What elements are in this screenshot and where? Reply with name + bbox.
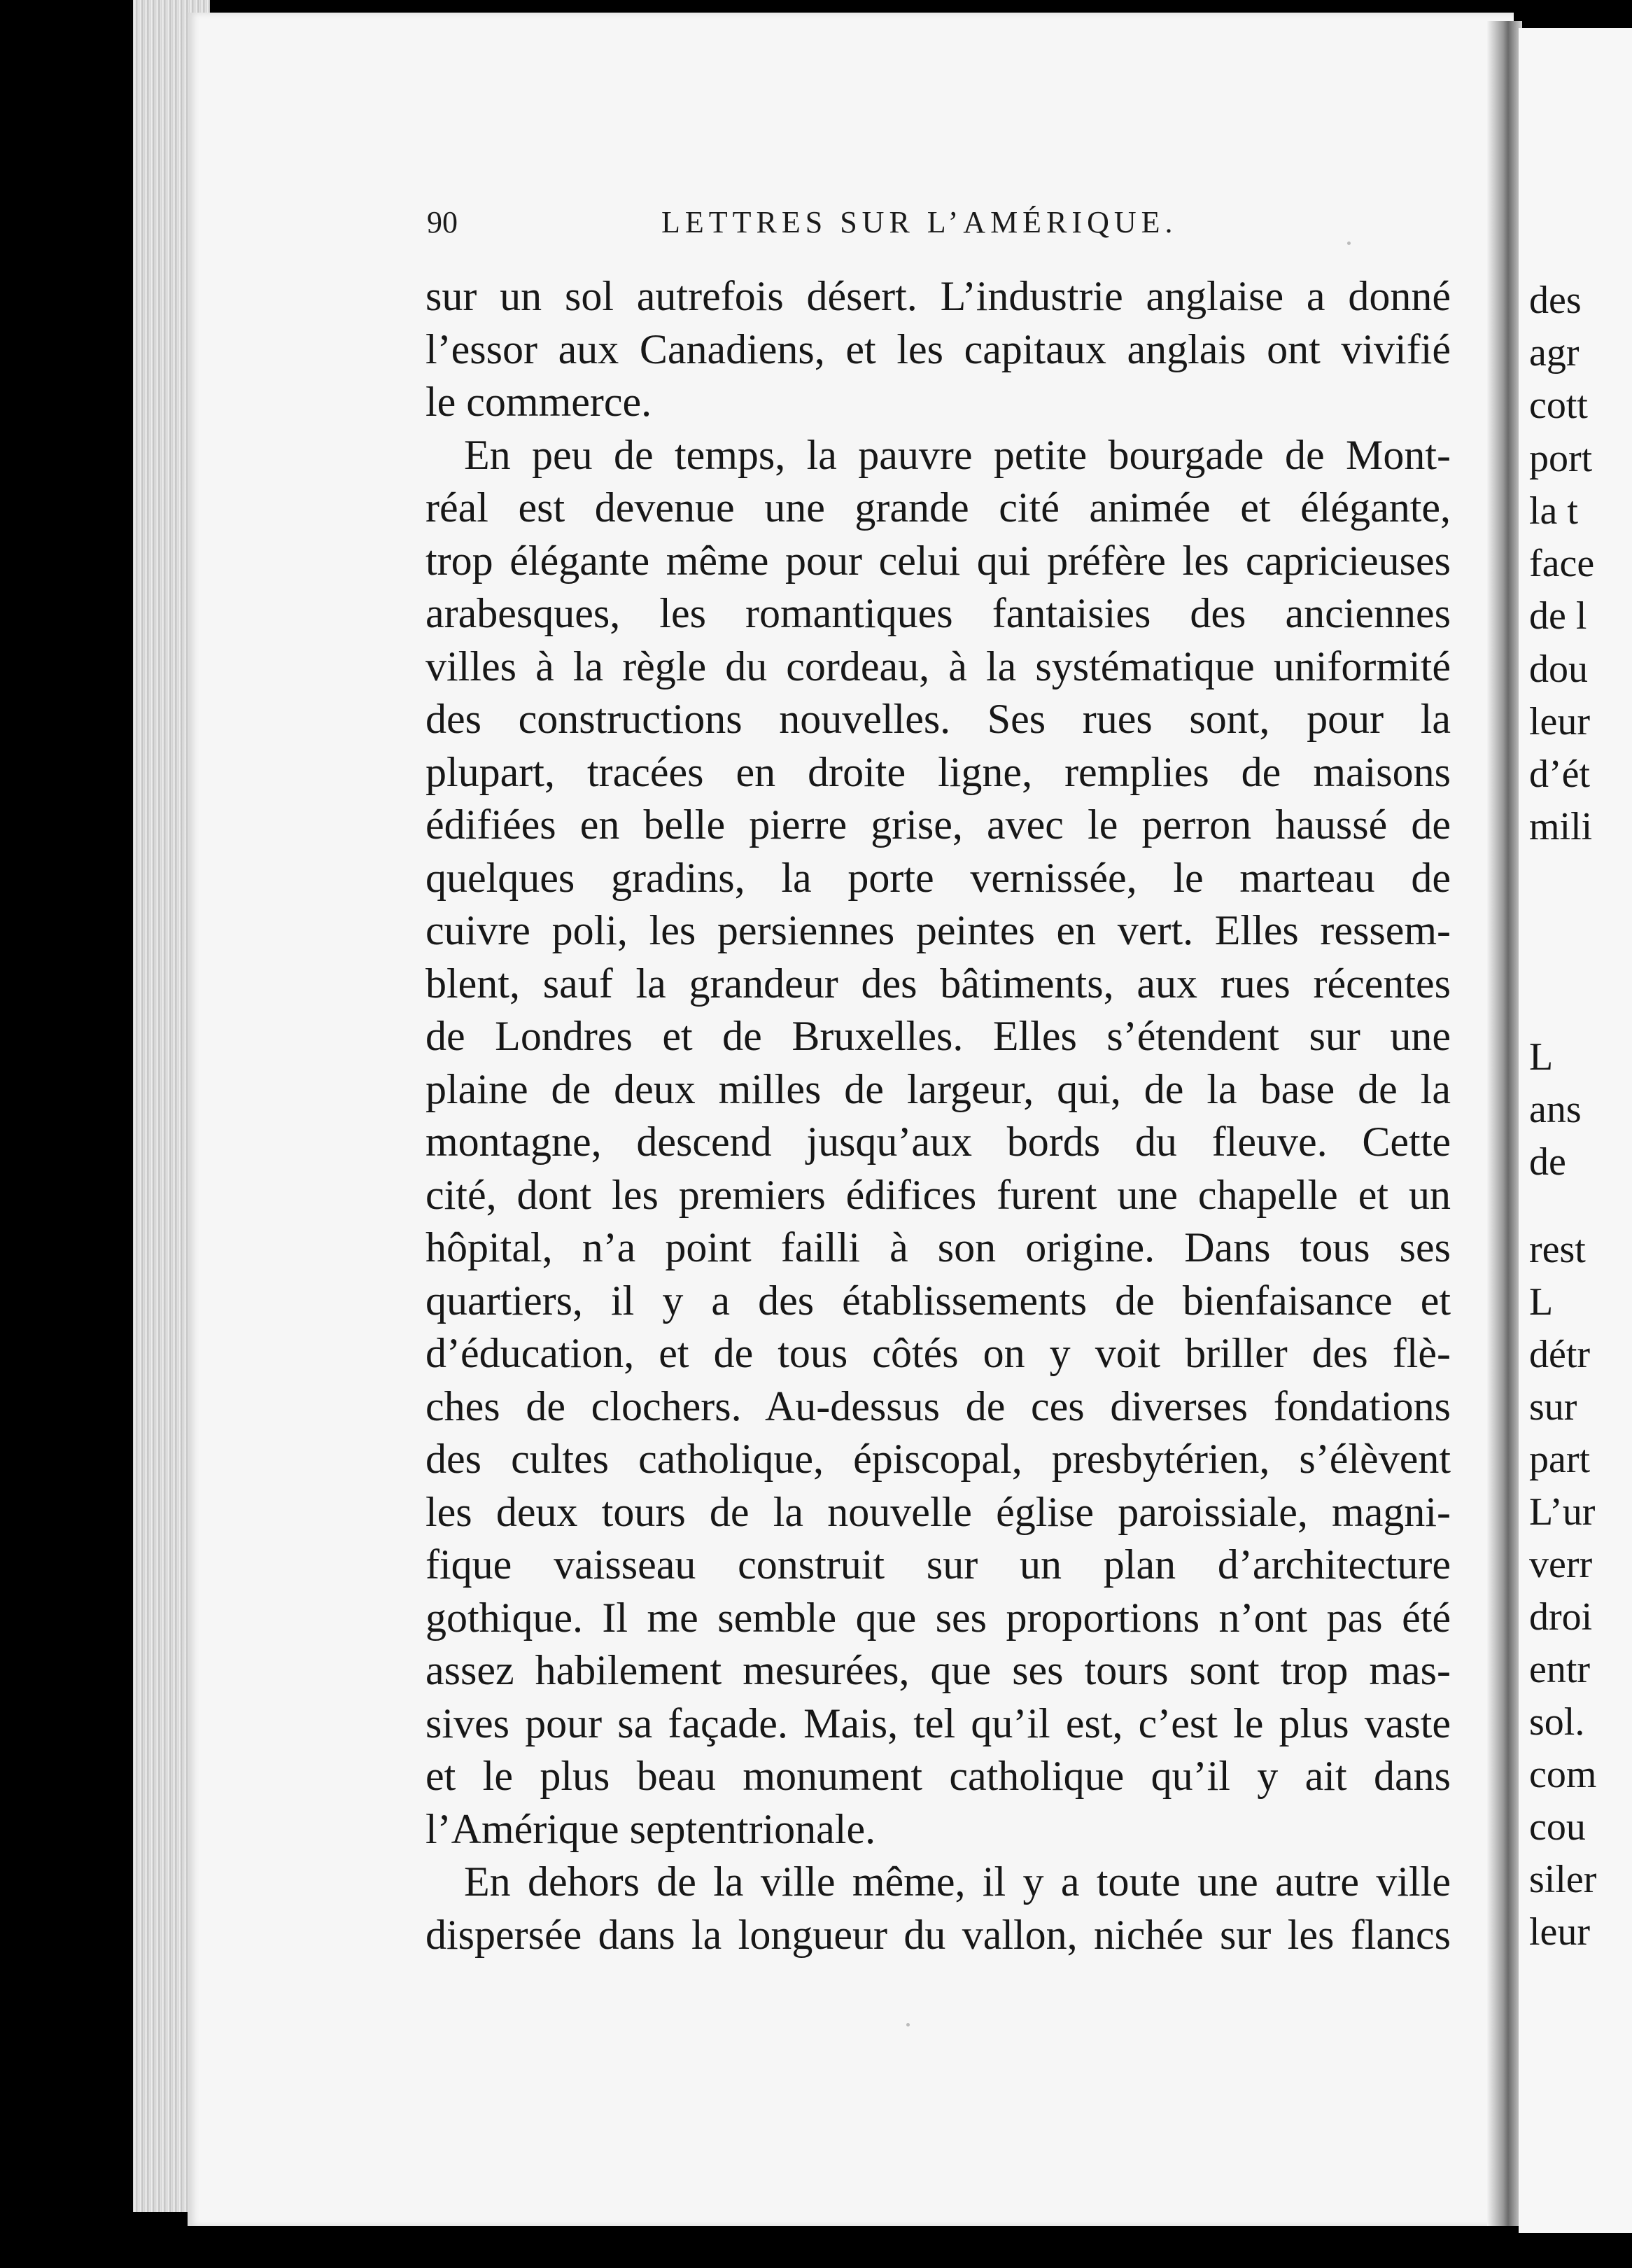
facing-page-fragment: cou xyxy=(1529,1805,1586,1849)
facing-page-fragment: leur xyxy=(1529,700,1591,743)
speck xyxy=(1347,241,1351,245)
text-line: plaine de deux milles de largeur, qui, de la base de la xyxy=(425,1065,1451,1112)
text-line: des constructions nouvelles. Ses rues sont, pour la xyxy=(425,696,1451,742)
facing-page-fragment: des xyxy=(1529,279,1582,322)
text-line: blent, sauf la grandeur des bâtiments, aux rues récentes xyxy=(425,960,1451,1007)
text-line: villes à la règle du cordeau, à la systématique uniformité xyxy=(425,643,1451,690)
text-line: En peu de temps, la pauvre petite bourgade de Mont- xyxy=(464,431,1451,478)
facing-page-fragment: L xyxy=(1529,1035,1554,1079)
facing-page-fragment: de l xyxy=(1529,594,1587,638)
text-line: l’essor aux Canadiens, et les capitaux anglais ont vivifié xyxy=(425,326,1451,372)
facing-page-fragment: L xyxy=(1529,1280,1554,1324)
text-line: plupart, tracées en droite ligne, remplies de maisons xyxy=(425,748,1451,795)
facing-page-fragment: port xyxy=(1529,437,1593,480)
facing-page-fragment: leur xyxy=(1529,1910,1591,1954)
facing-page-fragment: la t xyxy=(1529,489,1578,533)
facing-page-fragment: détr xyxy=(1529,1333,1591,1376)
running-head: LETTRES SUR L’AMÉRIQUE. xyxy=(661,205,1178,239)
text-line: cité, dont les premiers édifices furent une chapelle et un xyxy=(425,1171,1451,1218)
facing-page-fragment: d’ét xyxy=(1529,752,1591,796)
facing-page-fragment: dou xyxy=(1529,648,1588,691)
speck xyxy=(906,2023,910,2026)
text-line: fique vaisseau construit sur un plan d’architecture xyxy=(425,1541,1451,1588)
text-line: d’éducation, et de tous côtés on y voit briller des flè- xyxy=(425,1330,1451,1376)
text-line: assez habilement mesurées, que ses tours sont trop mas- xyxy=(425,1647,1451,1693)
text-line: dispersée dans la longueur du vallon, nichée sur les flancs xyxy=(425,1911,1451,1958)
text-line: arabesques, les romantiques fantaisies des anciennes xyxy=(425,590,1451,636)
text-line: de Londres et de Bruxelles. Elles s’étendent sur une xyxy=(425,1013,1451,1059)
facing-page-fragment: siler xyxy=(1529,1858,1597,1901)
text-line: gothique. Il me semble que ses proportions n’ont pas été xyxy=(425,1594,1451,1641)
text-line: quelques gradins, la porte vernissée, le marteau de xyxy=(425,854,1451,901)
text-line: montagne, descend jusqu’aux bords du fleuve. Cette xyxy=(425,1119,1451,1165)
text-line: quartiers, il y a des établissements de bienfaisance et xyxy=(425,1277,1451,1324)
page-number: 90 xyxy=(427,205,458,239)
facing-page-fragment: de xyxy=(1529,1140,1566,1184)
text-line: et le plus beau monument catholique qu’il y ait dans xyxy=(425,1753,1451,1799)
text-line: le commerce. xyxy=(425,379,652,425)
text-line: cuivre poli, les persiennes peintes en vert. Elles ressem- xyxy=(425,907,1451,953)
facing-page-fragment: L’ur xyxy=(1529,1490,1596,1534)
facing-page-fragment: rest xyxy=(1529,1228,1586,1271)
facing-page-fragment: agr xyxy=(1529,331,1580,374)
text-line: les deux tours de la nouvelle église paroissiale, magni- xyxy=(425,1488,1451,1535)
text-line: des cultes catholique, épiscopal, presbytérien, s’élèvent xyxy=(425,1436,1451,1482)
text-line: réal est devenue une grande cité animée et élégante, xyxy=(425,484,1451,531)
text-line: sur un sol autrefois désert. L’industrie anglaise a donné xyxy=(425,273,1451,319)
text-line: hôpital, n’a point failli à son origine. Dans tous ses xyxy=(425,1224,1451,1270)
facing-page-fragment: mili xyxy=(1529,805,1593,848)
facing-page-fragment: droi xyxy=(1529,1595,1593,1639)
facing-page-fragment: face xyxy=(1529,542,1595,585)
text-line: trop élégante même pour celui qui préfère les capricieuses xyxy=(425,537,1451,584)
text-line: sives pour sa façade. Mais, tel qu’il est, c’est le plus vaste xyxy=(425,1700,1451,1746)
facing-page-fragment: cott xyxy=(1529,384,1588,427)
body-text xyxy=(425,270,1451,1961)
facing-page-fragment: entr xyxy=(1529,1648,1591,1691)
facing-page-fragment: ans xyxy=(1529,1088,1582,1131)
text-line: En dehors de la ville même, il y a toute une autre ville xyxy=(464,1858,1451,1905)
text-line: édifiées en belle pierre grise, avec le perron haussé de xyxy=(425,802,1451,848)
text-line: ches de clochers. Au-dessus de ces diverses fondations xyxy=(425,1382,1451,1429)
facing-page-fragment: com xyxy=(1529,1753,1597,1796)
facing-page-fragment: verr xyxy=(1529,1543,1593,1586)
facing-page-fragment: part xyxy=(1529,1438,1591,1481)
facing-page-fragment: sur xyxy=(1529,1385,1577,1429)
facing-page-fragment: sol. xyxy=(1529,1700,1585,1744)
text-line: l’Amérique septentrionale. xyxy=(425,1805,876,1852)
book-gutter xyxy=(1487,21,1522,2226)
